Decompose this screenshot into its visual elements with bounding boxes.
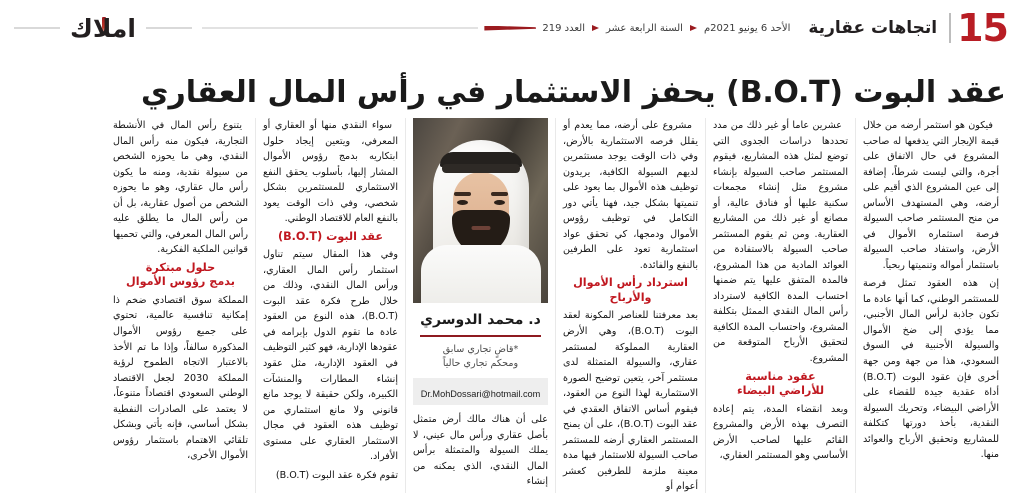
masthead-middle [192,23,800,34]
masthead-divider-line [202,27,478,29]
article-body [18,118,1006,493]
author-column-text [413,412,548,493]
eyebrow-right-shape [491,192,508,196]
text-column-6 [856,118,1006,493]
mouth-shape [471,226,490,230]
paragraph: سواء النقدي منها أو العقاري أو المعرفي، ويتعين إيجاد حلول ابتكاريه بدمج رؤوس الأموال المشار إليها، بأسلوب يحقق النفع الاستثماري للمستثمرين بشكل شخصي، وفي ذات الوقت يعود بالنفع العام للاقتصاد الوطني. [263,120,398,225]
meta-separator-icon [690,25,697,31]
issue-year: السنة الرابعة عشر [605,22,683,34]
author-column [406,118,556,493]
author-name: د. محمد الدوسري [420,311,541,328]
issue-date: الأحد 6 يونيو 2021م [703,22,791,34]
section-subhead: حلول مبتكرة بدمج رؤوس الأموال [126,260,235,289]
paragraph: على أن هناك مالك أرض متمثل بأصل عقاري ورأس مال عيني، لا يملك السيولة والمتمثلة برأس المال النقدي، الذي يمكنه من إنشاء [413,414,548,488]
author-role-line-1: *قاضٍ تجاري سابق [442,343,519,355]
issue-metadata [542,23,790,34]
page-number-group [947,6,1008,50]
article-headline: عقد البوت (B.O.T) يحفز الاستثمار في رأس المال العقاري [140,75,1006,111]
section-subhead: استرداد رأس الأموال والأرباح [573,276,688,304]
author-rule [420,335,542,337]
author-photo [413,118,548,303]
paragraph: وفي هذا المقال سيتم تناول استثمار رأس المال العقاري، ورأس المال النقدي، وذلك من خلال طرح فكرة عقد البوت (B.O.T)، هذه النوع من العقود عادة ما تقوم الدول بإبرامه في عقودها الإدارية، فهو كثير التوظيف في العقود الإدارية، مثل عقود إنشاء المطارات والمنشآت الكبيرة، ولكن حقيقة لا يوجد مانع قانوني ولا مانع استثماري من توظيف هذه العقود في مجال الاستثمار العقاري على مستوى الأفراد. [263,249,398,463]
logo-rule-right [146,27,192,29]
headline-band [0,74,1024,112]
logo-wordmark [68,13,138,43]
page-number: 15 [957,6,1008,50]
text-column-4 [556,118,706,493]
page-number-divider [949,13,951,43]
author-email-box[interactable] [413,378,548,405]
section-subhead: عقد البوت (B.O.T) [278,229,383,243]
paragraph: يتنوع رأس المال في الأنشطة التجارية، فيكون منه رأس المال النقدي، وهي ما يحوزه الشخص من سيولة نقدية، ومنه ما يكون رأس مال عقاري، وهو ما يحوزه الشخص من أصول عقارية، بل أن من رأس المال ما يطلق عليه رأس المال المعرفي، والتي تحميها قوانين الملكية الفكرية. [113,120,248,256]
text-column-2 [256,118,406,493]
author-role-line-2: ومحكم تجاري حالياً [442,357,519,369]
paragraph: بعد معرفتنا للعناصر المكونة لعقد البوت (B.O.T)، وهي الأرض العقارية المملوكة لمستثمر عقاري، والسيولة المتمثلة لدى مستثمر آخر، يتعين توضيح الصورة الاستثمارية لهذا النوع من العقود، فيقوم أساس الاتفاق العقدي في عقد البوت (B.O.T)، على أن يمنح المستثمر العقاري أرضه للمستثمر صاحب السيولة للاستثمار فيها مدة معينة ملزمة للطرفين كعشر أعوام أو [563,310,699,493]
text-column-5 [706,118,856,493]
logo-text: املاك [70,13,136,43]
agal-shape-secondary [442,164,520,173]
paragraph: وبعد انقضاء المدة، يتم إعادة التصرف بهذه الأرض والمشروع القائم عليها لصاحب الأرض الأساسي وهو المستثمر العقاري، [713,403,848,462]
logo-rule-left [14,27,60,29]
eye-left-shape [457,200,468,205]
thobe-shape [421,245,541,303]
section-subhead: عقود مناسبة للأراضي البيضاء [736,369,825,398]
paragraph: مشروع على أرضه، مما يعدم أو يقلل فرصه الاستثمارية بالأرض، وفي ذات الوقت يوجد مستثمرين لديهم السيولة الكافية، يريدون توظيف هذه الأموال بما يعود على تنميتها بشكل جيد، فهنا يأتي دور التكامل في توظيف رؤوس الأموال ودمجها، كي تحقق عواد استثمارية تعود على الطرفين بالنفع والفائدة. [563,120,698,271]
paragraph: فيكون هو استثمر أرضه من خلال قيمة الإيجار التي يدفعها له صاحب المشروع في حال الاتفاق على أجرة، والتي ليست شرطاً، إضافة إلى عين المشروع الذي أقيم على أرضه، وهي المستهدف الأساس من منح المستثمر صاحب السيولة فرصة استثماره الأموال في الأرض، واستفاد صاحب السيولة باستثمار أمواله وتنميتها ربحياً. [863,120,999,271]
masthead-accent-bar [484,26,536,31]
author-email[interactable]: Dr.MohDossari@hotmail.com [420,389,541,400]
paragraph: عشرين عاما أو غير ذلك من مدد تحددها دراسات الجدوى التي توضع لمثل هذه المشاريع، فيقوم المستثمر صاحب السيولة بإنشاء مشروع مثل إنشاء مجمعات سكنية عليها أو فنادق عالية، أو مصانع أو غير ذلك من المشاريع العقارية. ومن ثم يقوم المستثمر صاحب السيولة بالاستفادة من العوائد المادية من هذا المشروع، فالمدة المتفق عليها يتم ضمنها احتساب المدة الكافية لاسترداد رأس المال النقدي الممثل بتكلفة المشروع، واحتساب المدة الكافية لتحقيق الأرباح المتوقعة من المشروع. [713,120,848,364]
eyebrow-left-shape [454,192,471,196]
section-title: اتجاهات عقارية [808,18,938,38]
paragraph: إن هذه العقود تمثل فرصة للمستثمر الوطني، كما أنها عادة ما تكون جاذبة لرأس المال الأجنبي، مما يؤدي إلى ضخ الأموال والسيولة الأجنبية في السوق السعودي، هذا من جهة ومن جهة أخرى فإن عقود البوت (B.O.T) أداة عقدية جيدة للقضاء على الأراضي البيضاء، وتحريك السيولة النقدية، بأخذ دورتها كتكلفة للمشاريع وتحقيق الأرباح والعوائد منها. [863,278,999,461]
meta-separator-icon [592,25,599,31]
text-column-1 [106,118,256,493]
paragraph: المملكة سوق اقتصادي ضخم ذا إمكانية تنافسية عالمية، تحتوي على جميع رؤوس الأموال المذكورة سالفاً، وإذا ما تم الأخذ بالاعتبار الاتجاه الطموح لرؤية المملكة 2030 لجعل الاقتصاد الوطني السعودي اقتصاداً متنوعاً، لا يعتمد على الصادرات النفطية بشكل أساسي، فإنه يأتي وبشكل تلقائي الاهتمام باستثمار رؤوس الأموال الأخرى، [113,294,248,462]
masthead [0,0,1024,56]
paragraph: تقوم فكرة عقد البوت (B.O.T) [275,469,398,481]
issue-number: العدد 219 [542,22,585,34]
newspaper-logo[interactable] [8,13,192,43]
eye-right-shape [494,200,505,205]
